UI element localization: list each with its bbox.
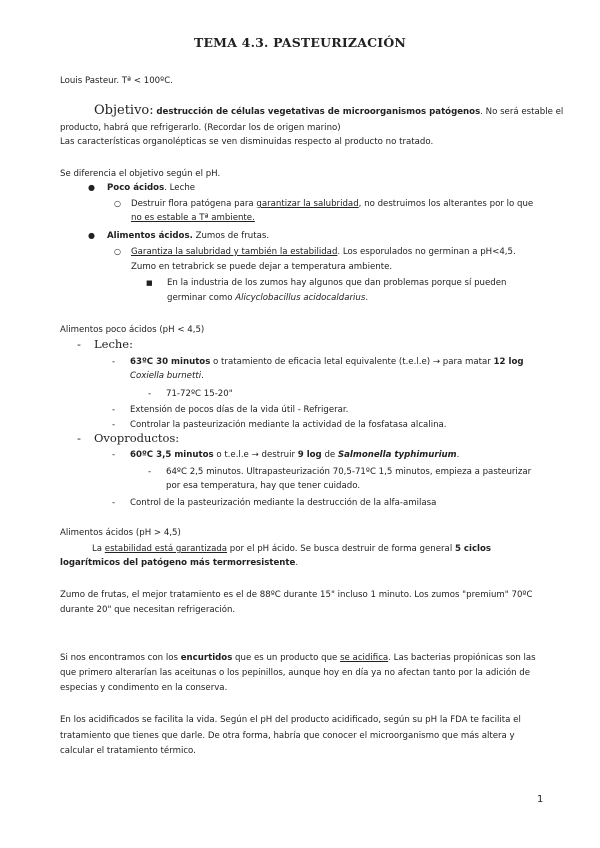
ovo-label: Ovoproductos	[94, 431, 176, 445]
dash-bullet: -	[112, 405, 116, 415]
leche-heading	[94, 337, 133, 352]
encurtidos-line3: especias y condimento en la conserva.	[60, 683, 228, 693]
dash-bullet: -	[148, 389, 152, 399]
encurtidos-a: Si nos encontramos con los	[60, 653, 181, 663]
encurtidos-line1	[60, 652, 536, 664]
poco-acidos-header: Alimentos poco ácidos (pH < 4,5)	[60, 325, 205, 335]
leche-colon: :	[129, 337, 133, 351]
objetivo-line3: Las características organolépticas se ven disminuidas respecto al producto no tratado.	[60, 137, 434, 147]
circle-bullet-icon: ○	[114, 247, 121, 256]
ovo-item1-sub2: por esa temperatura, hay que tener cuidado.	[166, 481, 361, 491]
ovo-item1	[130, 449, 459, 461]
bullet-icon: ●	[88, 183, 95, 192]
alimentos-acidos-label: Alimentos ácidos.	[107, 231, 193, 241]
leche-item1-text: o tratamiento de eficacia letal equivalente (t.e.l.e) → para matar	[210, 357, 494, 367]
ovo-item1-bold2: 9 log	[297, 450, 322, 460]
coxiella-italic: Coxiella burnetti	[130, 371, 202, 381]
alimentos-acidos-sub-line2: Zumo en tetrabrick se puede dejar a temperatura ambiente.	[131, 262, 393, 272]
leche-item2: Extensión de pocos días de la vida útil - Refrigerar.	[130, 405, 349, 415]
encurtidos-d: . Las bacterias propiónicas son las	[388, 653, 536, 663]
dash-bullet: -	[77, 338, 81, 351]
ovo-item1-text: o t.e.l.e → destruir	[213, 450, 298, 460]
poco-acidos-sub-line2: no es estable a Tª ambiente.	[131, 213, 255, 223]
zumo-line1: Zumo de frutas, el mejor tratamiento es el de 88ºC durante 15" incluso 1 minuto. Los zumos "premium" 70ºC	[60, 590, 533, 600]
acidos-header: Alimentos ácidos (pH > 4,5)	[60, 528, 181, 538]
diferencia-line: Se diferencia el objetivo según el pH.	[60, 169, 221, 179]
acidos-line2	[60, 557, 298, 569]
alimentos-acidos-sub-b: . Los esporulados no germinan a pH<4,5.	[337, 247, 516, 257]
alimentos-acidos-sub-underline: Garantiza la salubridad y también la estabilidad	[131, 247, 338, 257]
acidificados-line1: En los acidificados se facilita la vida. Según el pH del producto acidificado, según su pH la FDA te facilita el	[60, 715, 521, 725]
acidificados-line3: calcular el tratamiento térmico.	[60, 746, 196, 756]
ovo-item2: Control de la pasteurización mediante la destrucción de la alfa-amilasa	[130, 498, 437, 508]
objetivo-rest: . No será estable el	[480, 107, 564, 117]
ovo-colon: :	[175, 431, 180, 445]
acidos-a: La	[92, 544, 105, 554]
dash-bullet: -	[112, 357, 116, 367]
poco-acidos-label: Poco ácidos	[107, 183, 165, 193]
encurtidos-line2: que primero alterarían las aceitunas o los pepinillos, aunque hoy en día ya no afectan tanto por la adición de	[60, 668, 531, 678]
acidos-underline: estabilidad está garantizada	[104, 544, 228, 554]
intro-line: Louis Pasteur. Tª < 100ºC.	[60, 76, 173, 86]
ovo-item1-end: .	[456, 450, 460, 460]
industria-b: .	[365, 293, 369, 303]
acidos-b: por el pH ácido. Se busca destruir de forma general	[227, 544, 455, 554]
salmonella-italic: Salmonella typhimurium	[337, 450, 457, 460]
page-number: 1	[537, 794, 544, 805]
leche-item1-sub: 71-72ºC 15-20"	[166, 389, 233, 399]
leche-item1-bold: 63ºC 30 minutos	[130, 357, 211, 367]
zumo-line2: durante 20" que necesitan refrigeración.	[60, 605, 236, 615]
poco-acidos-sub-underline: garantizar la salubridad	[256, 199, 359, 209]
poco-acidos-item	[107, 182, 195, 194]
encurtidos-c: que es un producto que	[232, 653, 341, 663]
leche-item1	[130, 356, 524, 368]
alimentos-acidos-item	[107, 230, 269, 242]
page-title: TEMA 4.3. PASTEURIZACIÓN	[193, 35, 407, 50]
poco-acidos-sub	[131, 198, 533, 210]
ovo-item1-bold: 60ºC 3,5 minutos	[130, 450, 214, 460]
objetivo-line	[94, 103, 563, 120]
ovo-item1-sub1: 64ºC 2,5 minutos. Ultrapasteurización 70,5-71ºC 1,5 minutos, empieza a pasteurizar	[166, 467, 532, 477]
encurtidos-bold: encurtidos	[180, 653, 233, 663]
objetivo-line2: producto, habrá que refrigerarlo. (Recordar los de origen marino)	[60, 123, 341, 133]
industria-italic: Alicyclobacillus acidocaldarius	[235, 293, 366, 303]
leche-label: Leche	[94, 337, 130, 351]
acidos-line2-end: .	[295, 558, 299, 568]
coxiella-end: .	[201, 371, 204, 381]
leche-item1-line2	[130, 370, 204, 382]
leche-item1-bold2: 12 log	[493, 357, 524, 367]
poco-acidos-sub-a: Destruir flora patógena para	[131, 199, 257, 209]
objetivo-label: Objetivo:	[94, 103, 154, 118]
alimentos-acidos-rest: Zumos de frutas.	[192, 231, 270, 241]
encurtidos-underline: se acidifica	[340, 653, 389, 663]
leche-item3: Controlar la pasteurización mediante la actividad de la fosfatasa alcalina.	[130, 420, 447, 430]
dash-bullet: -	[112, 450, 116, 460]
industria-line2	[167, 292, 368, 304]
acidificados-line2: tratamiento que tienes que darle. De otra forma, habría que conocer el microorganismo que más altera y	[60, 731, 515, 741]
acidos-bold: 5 ciclos	[454, 544, 492, 554]
alimentos-acidos-sub	[131, 246, 516, 258]
circle-bullet-icon: ○	[114, 199, 121, 208]
square-bullet-icon: ■	[146, 279, 153, 287]
acidos-line1	[92, 543, 491, 555]
poco-acidos-rest: . Leche	[164, 183, 196, 193]
industria-line1: En la industria de los zumos hay algunos que dan problemas porque sí pueden	[167, 278, 507, 288]
ovo-heading	[94, 431, 179, 446]
bullet-icon: ●	[88, 231, 95, 240]
poco-acidos-sub-b: , no destruimos los alterantes por lo que	[358, 199, 534, 209]
ovo-item1-text2: de	[321, 450, 338, 460]
dash-bullet: -	[112, 420, 116, 430]
industria-a: germinar como	[167, 293, 236, 303]
objetivo-bold: destrucción de células vegetativas de microorganismos patógenos	[156, 107, 481, 117]
dash-bullet: -	[77, 432, 81, 445]
acidos-line2-bold: logarítmicos del patógeno más termorresistente	[60, 558, 296, 568]
dash-bullet: -	[112, 498, 116, 508]
dash-bullet: -	[148, 467, 152, 477]
